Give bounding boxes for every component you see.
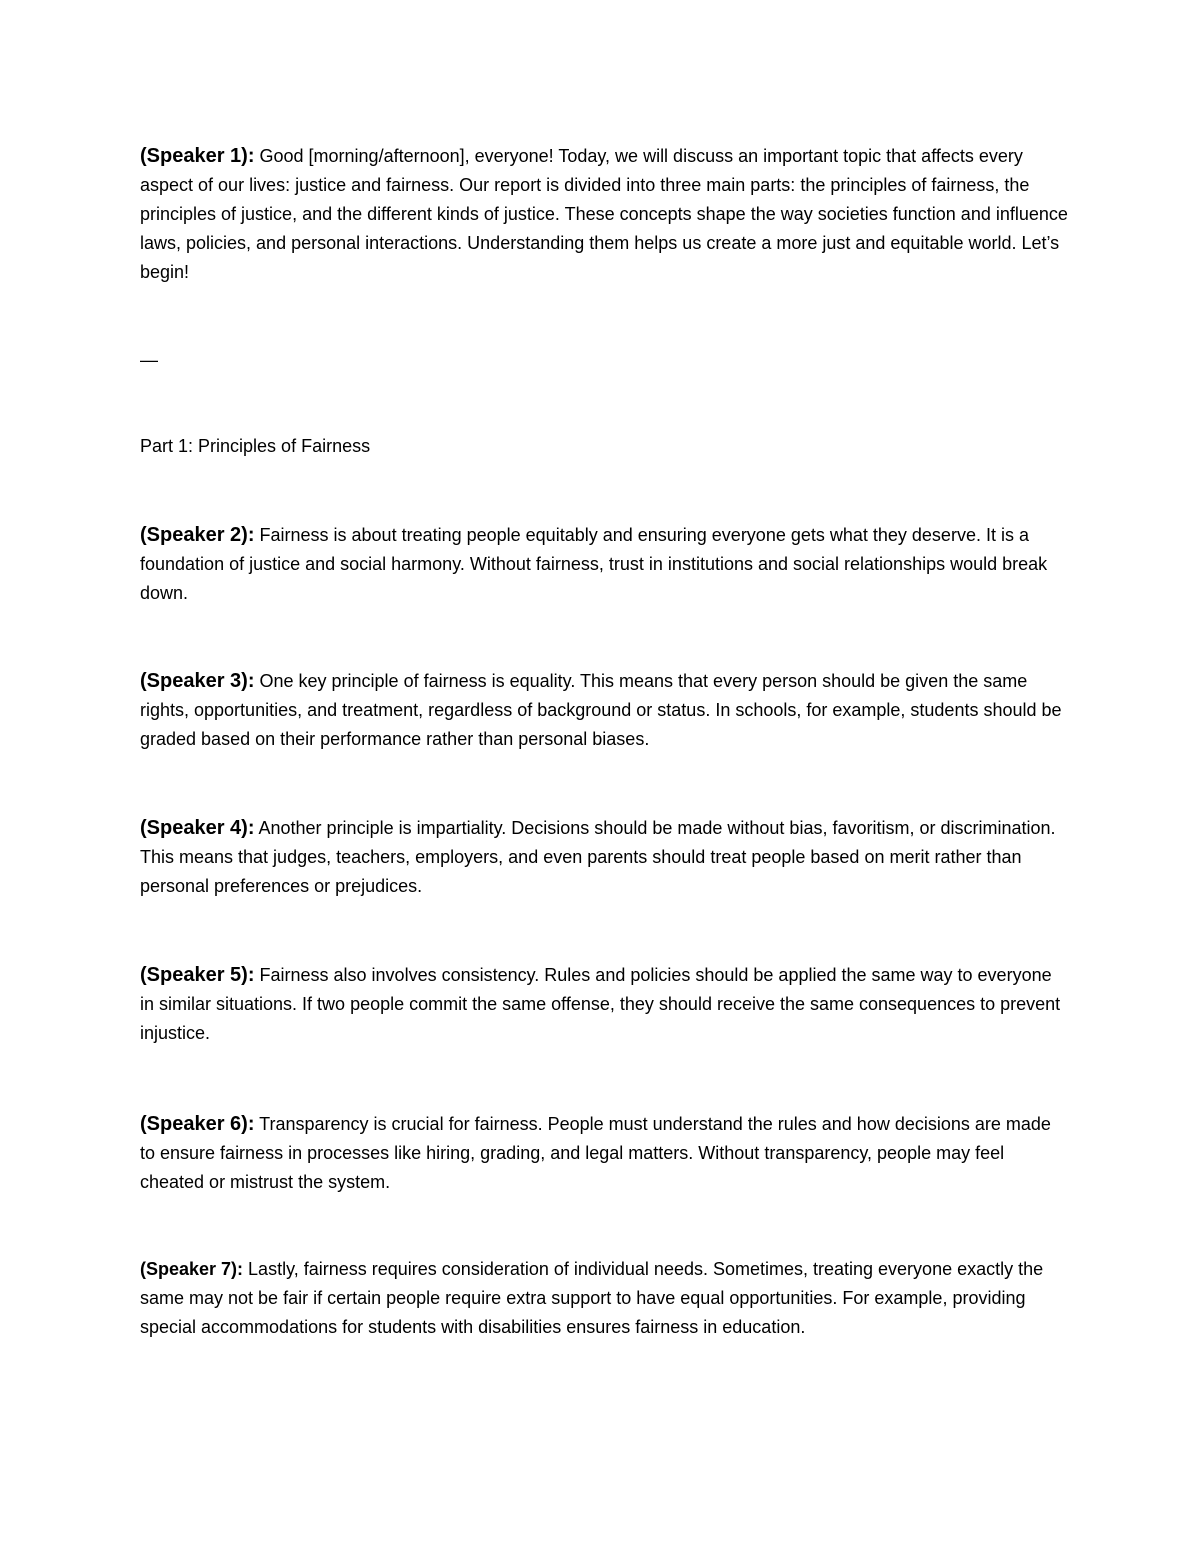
speaker-paragraph — [140, 1255, 1070, 1342]
speaker-label: (Speaker 3): — [140, 670, 255, 692]
section-separator: — — [140, 350, 158, 370]
speaker-paragraph — [140, 667, 1070, 754]
speaker-label: (Speaker 5): — [140, 964, 255, 986]
document-body — [140, 142, 1070, 1342]
speaker-paragraph — [140, 814, 1070, 901]
speaker-paragraph — [140, 1110, 1070, 1197]
speaker-label: (Speaker 6): — [140, 1113, 255, 1135]
paragraph-text: One key principle of fairness is equality. This means that every person should be given the same rights, opportunities, and treatment, regardless of background or status. In schools, for example, students should be graded based on their performance rather than personal biases. — [140, 671, 1062, 749]
paragraph-text: Lastly, fairness requires consideration of individual needs. Sometimes, treating everyone exactly the same may not be fair if certain people require extra support to have equal opportunities. For example, providing special accommodations for students with disabilities ensures fairness in education. — [140, 1259, 1044, 1337]
paragraph-text: Fairness also involves consistency. Rules and policies should be applied the same way to everyone in similar situations. If two people commit the same offense, they should receive the same consequences to prevent injustice. — [140, 965, 1061, 1043]
speaker-paragraph — [140, 961, 1070, 1048]
speaker-paragraph — [140, 521, 1070, 608]
paragraph-text: Good [morning/afternoon], everyone! Today, we will discuss an important topic that affects every aspect of our lives: justice and fairness. Our report is divided into three main parts: the principles of fairness, the principles of justice, and the different kinds of justice. These concepts shape the way societies function and influence laws, policies, and personal interactions. Understanding them helps us create a more just and equitable world. Let’s begin! — [140, 146, 1068, 282]
part-heading: Part 1: Principles of Fairness — [140, 436, 371, 456]
speaker-label: (Speaker 4): — [140, 817, 255, 839]
speaker-label: (Speaker 7): — [140, 1259, 244, 1279]
paragraph-text: Another principle is impartiality. Decisions should be made without bias, favoritism, or discrimination. This means that judges, teachers, employers, and even parents should treat people based on merit rather than personal preferences or prejudices. — [140, 818, 1056, 896]
intro-paragraph — [140, 142, 1070, 287]
speaker-label: (Speaker 1): — [140, 145, 255, 167]
speaker-label: (Speaker 2): — [140, 524, 255, 546]
paragraph-text: Transparency is crucial for fairness. People must understand the rules and how decisions are made to ensure fairness in processes like hiring, grading, and legal matters. Without transparency, people may feel cheated or mistrust the system. — [140, 1114, 1051, 1192]
paragraph-text: Fairness is about treating people equitably and ensuring everyone gets what they deserve. It is a foundation of justice and social harmony. Without fairness, trust in institutions and social relationships would break down. — [140, 525, 1048, 603]
